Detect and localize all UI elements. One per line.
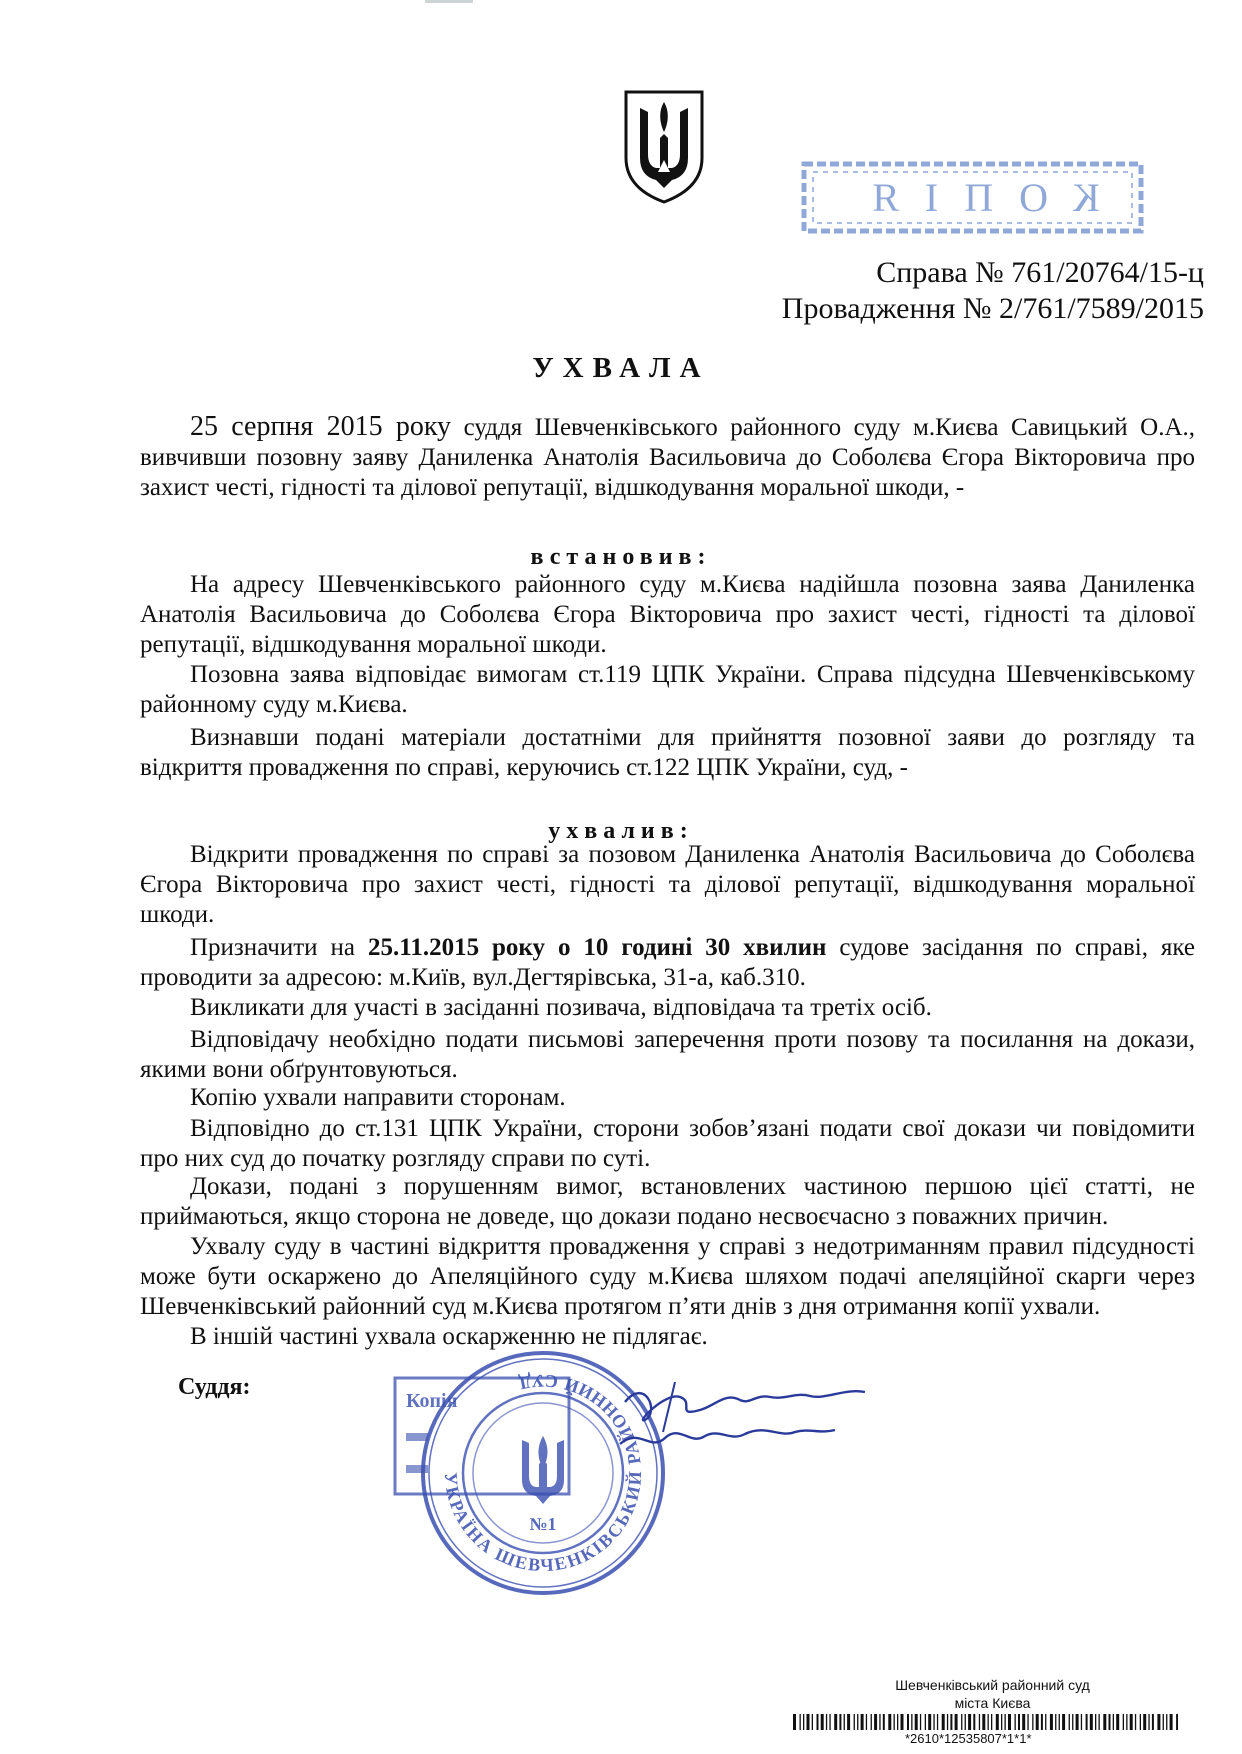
barcode-bar bbox=[844, 1714, 845, 1730]
barcode-bar bbox=[915, 1714, 918, 1730]
barcode-bar bbox=[911, 1714, 912, 1730]
decision-date: 25 серпня 2015 року bbox=[190, 411, 452, 442]
barcode-bar bbox=[1126, 1714, 1127, 1730]
barcode-bar bbox=[803, 1714, 804, 1730]
established-paragraph-1: На адресу Шевченківського районного суду м.Києва надійшла позовна заява Даниленка Анатолія Васильовича до Соболєва Єгора Вікторовича про захист честі, гідності та ділової репутації, відшкодування моральної шкоди. bbox=[140, 571, 1195, 658]
hearing-intro: Призначити на bbox=[190, 934, 355, 961]
established-paragraph-3: Визнавши подані матеріали достатніми для прийняття позовної заяви до розгляду та відкриття провадження по справі, керуючись ст.122 ЦПК України, суд, - bbox=[140, 724, 1195, 781]
intro-text: суддя Шевченківського районного суду м.Києва Савицький О.А., вивчивши позовну заяву Даниленка Анатолія Васильовича до Соболєва Єгора Вікторовича про захист честі, гідності та ділової репутації, відшкодування моральної шкоди, - bbox=[140, 414, 1195, 501]
seal-ring-text: УКРАЇНА ШЕВЧЕНКІВСЬКИЙ РАЙОННИЙ СУД bbox=[440, 1370, 646, 1576]
barcode-bar bbox=[1157, 1714, 1160, 1730]
decided-paragraph-9: В іншій частині ухвала оскарженню не підлягає. bbox=[190, 1323, 708, 1350]
barcode-bar bbox=[996, 1714, 999, 1730]
barcode-bar bbox=[1123, 1714, 1124, 1730]
hearing-address: судове засідання по справі, яке проводити за адресою: м.Київ, вул.Дегтярівська, 31-а, каб.310. bbox=[140, 934, 1196, 991]
barcode-bar bbox=[1045, 1714, 1046, 1730]
barcode-bar bbox=[821, 1714, 824, 1730]
barcode-bar bbox=[961, 1714, 962, 1730]
barcode-bar bbox=[807, 1714, 810, 1730]
barcode-bar bbox=[965, 1714, 966, 1730]
barcode-bar bbox=[973, 1714, 975, 1730]
barcode-bar bbox=[1176, 1714, 1178, 1730]
seal-number: №1 bbox=[529, 1514, 557, 1534]
barcode-bar bbox=[1095, 1714, 1096, 1730]
barcode-bar bbox=[901, 1714, 904, 1730]
barcode-bar bbox=[897, 1714, 898, 1730]
barcode-bar bbox=[861, 1714, 864, 1730]
document-title: УХВАЛА bbox=[532, 352, 710, 384]
barcode-bar bbox=[982, 1714, 985, 1730]
barcode-bar bbox=[937, 1714, 938, 1730]
barcode-bar bbox=[1148, 1714, 1149, 1730]
barcode-bar bbox=[1001, 1714, 1002, 1730]
footer-court-line-2: міста Києва bbox=[954, 1695, 1031, 1711]
barcode-bar bbox=[1090, 1714, 1093, 1730]
barcode-bar bbox=[1005, 1714, 1006, 1730]
barcode-bar bbox=[866, 1714, 867, 1730]
barcode-bar bbox=[1027, 1714, 1028, 1730]
intro-paragraph bbox=[140, 412, 1195, 503]
barcode-bar bbox=[1170, 1714, 1173, 1730]
barcode-bar bbox=[1152, 1714, 1154, 1730]
barcode-bar bbox=[1099, 1714, 1100, 1730]
seal-trident-icon bbox=[522, 1436, 564, 1504]
barcode-bar bbox=[1109, 1714, 1111, 1730]
barcode-bar bbox=[812, 1714, 813, 1730]
barcode-bar bbox=[1050, 1714, 1053, 1730]
barcode-bar bbox=[871, 1714, 872, 1730]
heading-decided: ухвалив: bbox=[548, 818, 694, 844]
barcode-bar bbox=[1163, 1714, 1164, 1730]
decided-paragraph-6: Відповідно до ст.131 ЦПК України, сторони зобов’язані подати свої докази чи повідомити про них суд до початку розгляду справи по суті. bbox=[140, 1115, 1195, 1172]
barcode-bar bbox=[1041, 1714, 1043, 1730]
barcode-bar bbox=[1113, 1714, 1114, 1730]
barcode-bar bbox=[1036, 1714, 1039, 1730]
barcode-bar bbox=[950, 1714, 952, 1730]
barcode-bar bbox=[1018, 1714, 1020, 1730]
decided-paragraph-1: Відкрити провадження по справі за позовом Даниленка Анатолія Васильовича до Соболєва Єгора Вікторовича про захист честі, гідності та ділової репутації, відшкодування моральної шкоди. bbox=[140, 841, 1195, 928]
barcode-bar bbox=[907, 1714, 909, 1730]
barcode-bar bbox=[968, 1714, 971, 1730]
barcode-bar bbox=[826, 1714, 827, 1730]
case-number: Справа № 761/20764/15-ц bbox=[876, 256, 1204, 289]
barcode-bar bbox=[1140, 1714, 1141, 1730]
barcode-bar bbox=[988, 1714, 989, 1730]
barcode-bar bbox=[793, 1714, 796, 1730]
barcode-bar bbox=[857, 1714, 858, 1730]
judge-signature bbox=[605, 1372, 890, 1462]
barcode-bar bbox=[883, 1714, 885, 1730]
barcode-bar bbox=[1055, 1714, 1056, 1730]
barcode-bar bbox=[1081, 1714, 1082, 1730]
barcode-bar bbox=[1130, 1714, 1133, 1730]
coat-of-arms-icon bbox=[622, 88, 706, 206]
footer-court-line-1: Шевченківський районний суд bbox=[895, 1677, 1090, 1693]
barcode-bar bbox=[1076, 1714, 1079, 1730]
barcode-bar bbox=[894, 1714, 895, 1730]
copy-stamp bbox=[800, 160, 1145, 235]
barcode-bar bbox=[1072, 1714, 1073, 1730]
decided-paragraph-3: Викликати для участі в засіданні позивача, відповідача та третіх осіб. bbox=[190, 994, 932, 1021]
barcode-bar bbox=[925, 1714, 926, 1730]
barcode-bar bbox=[928, 1714, 931, 1730]
barcode-bar bbox=[1103, 1714, 1106, 1730]
judge-label: Суддя: bbox=[178, 1374, 251, 1400]
barcode-bar bbox=[1116, 1714, 1119, 1730]
barcode-bar bbox=[847, 1714, 850, 1730]
barcode-bar bbox=[834, 1714, 837, 1730]
barcode-bar bbox=[991, 1714, 992, 1730]
barcode-bar bbox=[942, 1714, 945, 1730]
barcode-bar bbox=[1008, 1714, 1011, 1730]
barcode-bar bbox=[1062, 1714, 1065, 1730]
barcode-bar bbox=[979, 1714, 980, 1730]
case-numbers bbox=[782, 255, 1204, 327]
barcode-bar bbox=[933, 1714, 934, 1730]
barcode-bar bbox=[839, 1714, 841, 1730]
barcode-bar bbox=[817, 1714, 819, 1730]
barcode-bar bbox=[1015, 1714, 1016, 1730]
barcode-bar bbox=[874, 1714, 877, 1730]
decided-paragraph-8: Ухвалу суду в частині відкриття провадження у справі з недотриманням правил підсудності може бути оскаржено до Апеляційного суду м.Києва шляхом подачі апеляційної скарги через Шевченківський районний суд м.Києва протягом п’яти днів з дня отримання копії ухвали. bbox=[140, 1233, 1195, 1320]
barcode-bar bbox=[1069, 1714, 1070, 1730]
decided-paragraph-4: Відповідачу необхідно подати письмові заперечення проти позову та посилання на докази, якими вони обґрунтовуються. bbox=[140, 1026, 1195, 1083]
decided-paragraph-7: Докази, подані з порушенням вимог, встановлених частиною першою цієї статті, не приймаються, якщо сторона не доведе, що докази подано несвоєчасно з поважних причин. bbox=[140, 1173, 1195, 1230]
barcode-bar bbox=[1086, 1714, 1088, 1730]
rect-stamp-text: Копія bbox=[406, 1390, 458, 1412]
barcode-bar bbox=[1032, 1714, 1033, 1730]
footer-court-name bbox=[885, 1676, 1100, 1712]
barcode-bar bbox=[854, 1714, 855, 1730]
barcode-bar bbox=[800, 1714, 801, 1730]
barcode-bar bbox=[955, 1714, 958, 1730]
decided-paragraph-2 bbox=[140, 933, 1195, 993]
barcode-bar bbox=[1166, 1714, 1167, 1730]
established-paragraph-2: Позовна заява відповідає вимогам ст.119 ЦПК України. Справа підсудна Шевченківському районному суду м.Києва. bbox=[140, 661, 1195, 718]
barcode-bar bbox=[947, 1714, 948, 1730]
barcode-bar bbox=[879, 1714, 880, 1730]
copy-stamp-text: КОПІЯ bbox=[846, 175, 1100, 220]
decided-paragraph-5: Копію ухвали направити сторонам. bbox=[190, 1084, 566, 1111]
heading-established: встановив: bbox=[530, 544, 712, 570]
barcode-bar bbox=[1059, 1714, 1060, 1730]
barcode-bar bbox=[1135, 1714, 1136, 1730]
barcode-bar bbox=[829, 1714, 830, 1730]
proceeding-number: Провадження № 2/761/7589/2015 bbox=[781, 292, 1204, 325]
barcode-number: *2610*12535807*1*1* bbox=[905, 1731, 1032, 1746]
barcode-bar bbox=[1143, 1714, 1146, 1730]
hearing-datetime: 25.11.2015 року о 10 годині 30 хвилин bbox=[367, 934, 827, 961]
barcode bbox=[793, 1714, 1178, 1730]
barcode-bar bbox=[920, 1714, 921, 1730]
barcode-bar bbox=[1022, 1714, 1025, 1730]
scan-mark bbox=[425, 0, 473, 3]
barcode-bar bbox=[888, 1714, 891, 1730]
